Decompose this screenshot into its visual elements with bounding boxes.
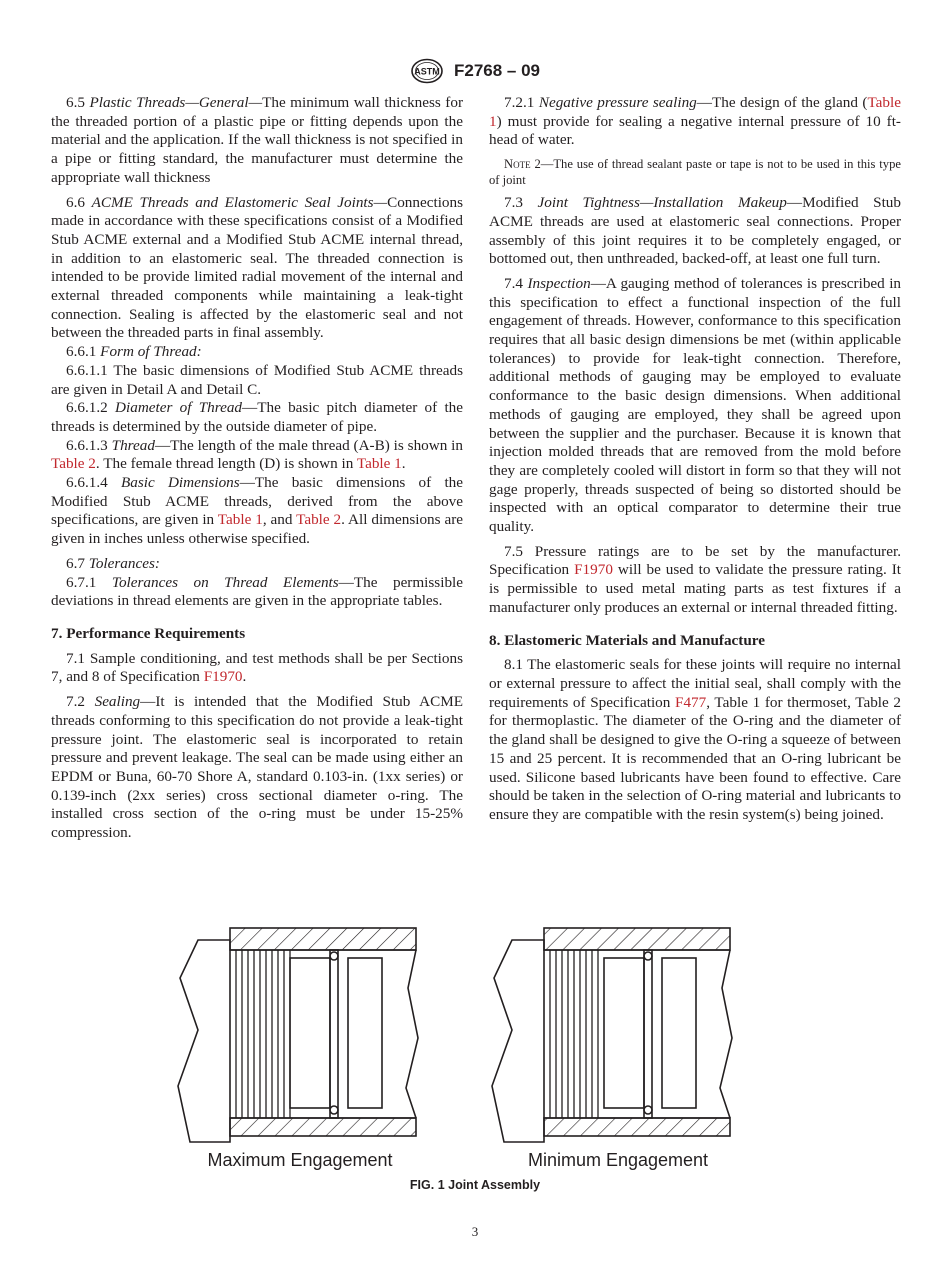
maximum-engagement-label: Maximum Engagement: [207, 1150, 393, 1170]
section-7-2: 7.2 Sealing—It is intended that the Modified Stub ACME threads conforming to this specification do not provide a leak-tight pressure joint. The elastomeric seal is incorporated to retain pressure and prevent leakage. The seal can be made using either an EPDM or Buna, 60-70 Shore A, standard 0.103-in. (1xx series) or 0.139-inch (2xx series) cross sectional diameter o-ring. The installed cross section of the o-ring must be under 15-25% compression.: [51, 693, 464, 842]
f477-link[interactable]: F477: [675, 693, 707, 711]
table-1-link[interactable]: Table 1: [489, 94, 901, 130]
section-6-6-1-4: 6.6.1.4 Basic Dimensions—The basic dimensions of the Modified Stub ACME threads, derived from the above specifications, are given in Table 1, and Table 2. All dimensions are given in inches unless otherwise specified.: [51, 474, 464, 548]
section-7-5: 7.5 Pressure ratings are to be set by the manufacturer. Specification F1970 will be used to validate the pressure rating. It is permissible to used metal mating parts as test fixtures if a manufacturer only produces an external or internal threaded fitting.: [489, 542, 901, 616]
joint-assembly-figure: [170, 918, 782, 1170]
section-6-6-1: 6.6.1 Form of Thread:: [66, 343, 202, 361]
thread-lines: [550, 950, 598, 1118]
thread-lines: [236, 950, 290, 1118]
minimum-engagement-label: Minimum Engagement: [527, 1150, 709, 1170]
section-7-1: 7.1 Sample conditioning, and test methods shall be per Sections 7, and 8 of Specification F1970.: [51, 649, 463, 686]
section-6-6-1-1: 6.6.1.1 The basic dimensions of Modified Stub ACME threads are given in Detail A and Detail C.: [51, 361, 463, 398]
maximum-engagement-drawing: [178, 928, 418, 1142]
document-code: F2768 – 09: [453, 61, 540, 80]
astm-logo-icon: [410, 58, 444, 84]
section-8-1: 8.1 The elastomeric seals for these joints will require no internal or external pressure to affect the initial seal, shall comply with the requirements of Specification F477, Table 1 for thermoset, Table 2 for thermoplastic. The diameter of the O-ring and the diameter of the gland shall be designed to give the O-ring a squeeze of between 15 and 25 percent. It is recommended that an O-ring lubricant be used. Silicone based lubricants have been found to effective. Care should be taken in the selection of O-ring material and lubricants to ensure they are compatible with the resin system(s) being joined.: [489, 656, 901, 823]
section-7-heading: 7. Performance Requirements: [51, 624, 246, 642]
table-1-link[interactable]: Table 1: [356, 455, 402, 473]
section-6-7: 6.7 Tolerances:: [66, 554, 160, 572]
section-6-6-1-3: 6.6.1.3 Thread—The length of the male thread (A-B) is shown in Table 2. The female thread length (D) is shown in Table 1.: [51, 436, 463, 473]
minimum-engagement-drawing: [492, 928, 732, 1142]
section-8-heading: 8. Elastomeric Materials and Manufacture: [489, 631, 765, 649]
table-2-link[interactable]: Table 2: [296, 511, 342, 529]
section-6-7-1: 6.7.1 Tolerances on Thread Elements—The permissible deviations in thread elements are given in the appropriate tables.: [51, 573, 463, 610]
table-1-link[interactable]: Table 1: [217, 511, 263, 529]
f1970-link[interactable]: F1970: [203, 668, 243, 686]
section-7-3: 7.3 Joint Tightness—Installation Makeup—Modified Stub ACME threads are used at elastomeric seal connections. Proper assembly of this joint requires it to be completely engaged, or bottomed out, then unthreaded, backed-off, at least one full turn.: [489, 194, 901, 268]
section-7-2-1: 7.2.1 Negative pressure sealing—The design of the gland (Table 1) must provide for sealing a negative internal pressure of 10 ft-head of water.: [489, 94, 901, 149]
page-header: [0, 58, 950, 88]
section-7-4: 7.4 Inspection—A gauging method of tolerances is prescribed in this specification to effect a functional inspection of the full engagement of threads. However, conformance to this specification requires that all basic design dimensions be met (within applicable tolerances) to provide for leak-tight connection. Therefore, additional methods of gauging may be employed to evaluate conformance to the basic design dimensions. When additional methods of gauging are employed, they shall be agreed upon between the supplier and the purchaser. Because it is known that injection molded threads that are removed from the mold before they are completely cooled will distort in form so that they will not gage properly, threads suspected of being so distorted should be inspected with an optical comparator to determine their true quality.: [489, 274, 902, 536]
svg-text:ASTM: ASTM: [414, 66, 440, 77]
section-6-5: 6.5 Plastic Threads—General—The minimum wall thickness for the threaded portion of a plastic pipe or fitting depends upon the material and the application. If the wall thickness is not specified in a pipe or fitting standard, the manufacturer must determine the appropriate wall thickness: [51, 94, 464, 186]
section-6-6-1-2: 6.6.1.2 Diameter of Thread—The basic pitch diameter of the threads is determined by the outside diameter of pipe.: [51, 399, 463, 435]
figure-caption: FIG. 1 Joint Assembly: [409, 1178, 541, 1192]
note-2: Note 2—The use of thread sealant paste or tape is not to be used in this type of joint: [489, 157, 901, 188]
section-6-6: 6.6 ACME Threads and Elastomeric Seal Joints—Connections made in accordance with these specifications consist of a Modified Stub ACME external and a Modified Stub ACME internal thread, in addition to an elastomeric seal. The threaded connection is intended to be provide limited radial movement of the internal and external threaded components while maintaining a leak-tight connection. Sealing is affected by the elastomeric seal and not between the threaded parts in final assembly.: [51, 193, 464, 342]
f1970-link[interactable]: F1970: [574, 561, 613, 579]
table-2-link[interactable]: Table 2: [51, 455, 96, 473]
left-column: [51, 94, 463, 843]
right-column: [489, 94, 901, 825]
page-number: 3: [471, 1224, 479, 1239]
